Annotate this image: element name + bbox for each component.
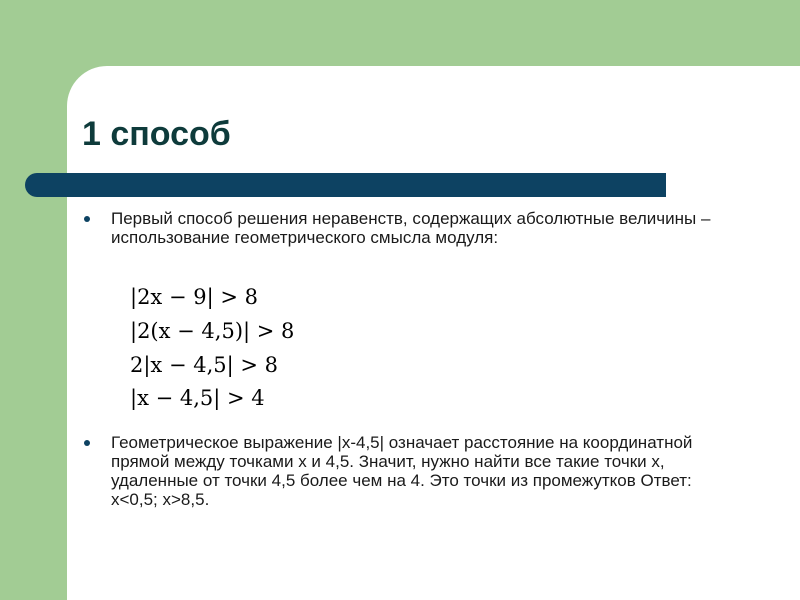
formula-line: 2|x − 4,5| > 8 — [130, 353, 279, 377]
formula-line: |x − 4,5| > 4 — [130, 386, 265, 410]
bullet-text: Первый способ решения неравенств, содержащих абсолютные величины – использование геометрического смысла модуля: — [111, 209, 711, 247]
bullet-icon — [84, 216, 90, 222]
slide-title: 1 способ — [82, 115, 231, 153]
bullet-item — [84, 433, 744, 513]
bullet-icon — [84, 440, 90, 446]
bullet-text: Геометрическое выражение |x-4,5| означает расстояние на координатной прямой между точками x и 4,5. Значит, нужно найти все такие точки x, удаленные от точки 4,5 более чем на 4. Это точки из промежутков Ответ: x<0,5; x>8,5. — [111, 433, 693, 509]
bullet-item — [84, 209, 744, 269]
title-divider — [25, 173, 666, 197]
formula-line: |2x − 9| > 8 — [130, 285, 258, 309]
formula-line: |2(x − 4,5)| > 8 — [130, 319, 295, 343]
